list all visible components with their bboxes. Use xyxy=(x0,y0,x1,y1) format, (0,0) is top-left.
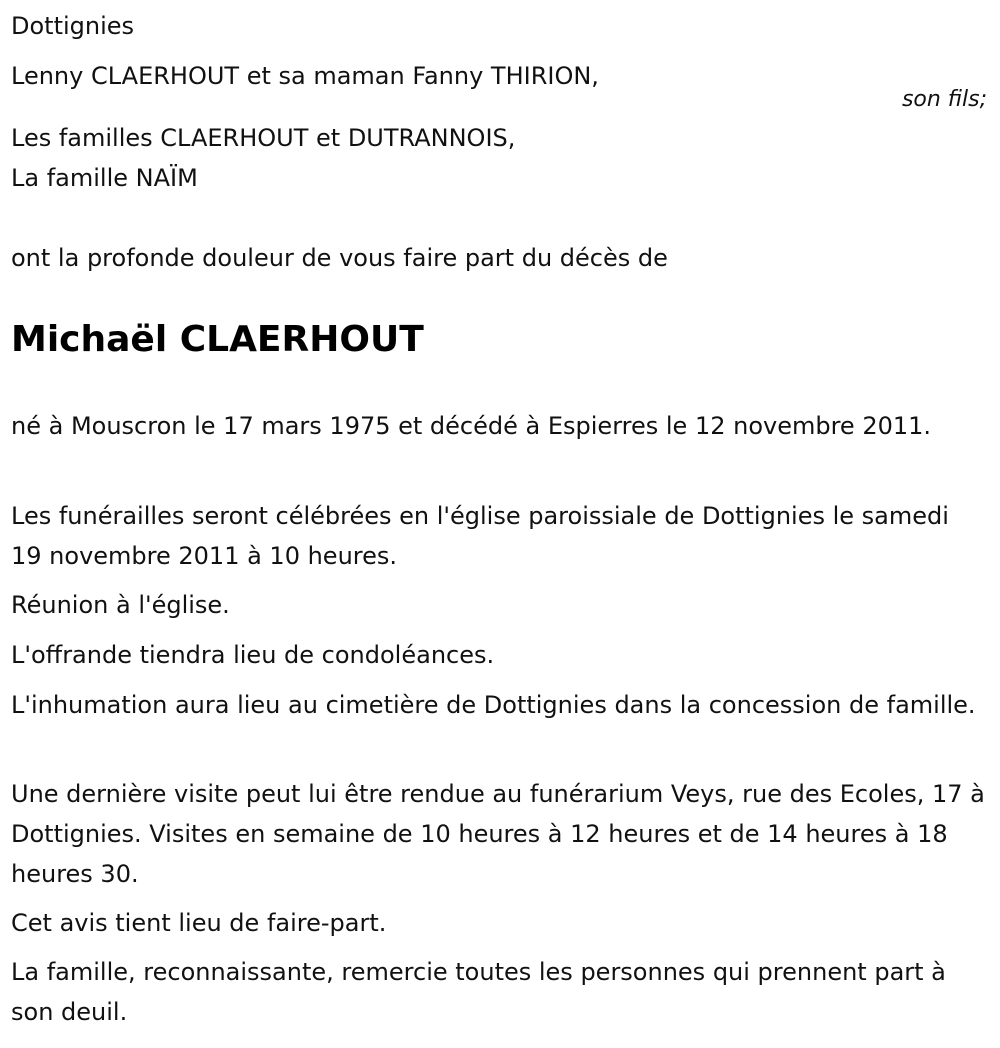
family-line-lenny: Lenny CLAERHOUT et sa maman Fanny THIRION, xyxy=(11,62,599,90)
relation-label: son fils; xyxy=(901,87,987,112)
birth-death-paragraph: né à Mouscron le 17 mars 1975 et décédé à Espierres le 12 novembre 2011. xyxy=(11,412,932,440)
place-name: Dottignies xyxy=(11,12,135,40)
funeral-paragraph: Les funérailles seront célébrées en l'église paroissiale de Dottignies le samedi 19 novembre 2011 à 10 heures. xyxy=(11,502,949,570)
meeting-paragraph: Réunion à l'église. xyxy=(11,591,230,619)
family-line-naim: La famille NAÏM xyxy=(11,164,198,192)
burial-paragraph: L'inhumation aura lieu au cimetière de Dottignies dans la concession de famille. xyxy=(11,691,976,719)
announcement-text: ont la profonde douleur de vous faire part du décès de xyxy=(11,244,668,272)
family-line-claerhout-dutrannois: Les familles CLAERHOUT et DUTRANNOIS, xyxy=(11,124,516,152)
notice-paragraph: Cet avis tient lieu de faire-part. xyxy=(11,909,387,937)
offering-paragraph: L'offrande tiendra lieu de condoléances. xyxy=(11,641,495,669)
deceased-name-heading: Michaël CLAERHOUT xyxy=(11,319,424,360)
thanks-paragraph: La famille, reconnaissante, remercie toutes les personnes qui prennent part à son deuil. xyxy=(11,958,946,1026)
visit-paragraph: Une dernière visite peut lui être rendue au funérarium Veys, rue des Ecoles, 17 à Dottignies. Visites en semaine de 10 heures à 12 heures et de 14 heures à 18 heures 30. xyxy=(11,780,985,888)
